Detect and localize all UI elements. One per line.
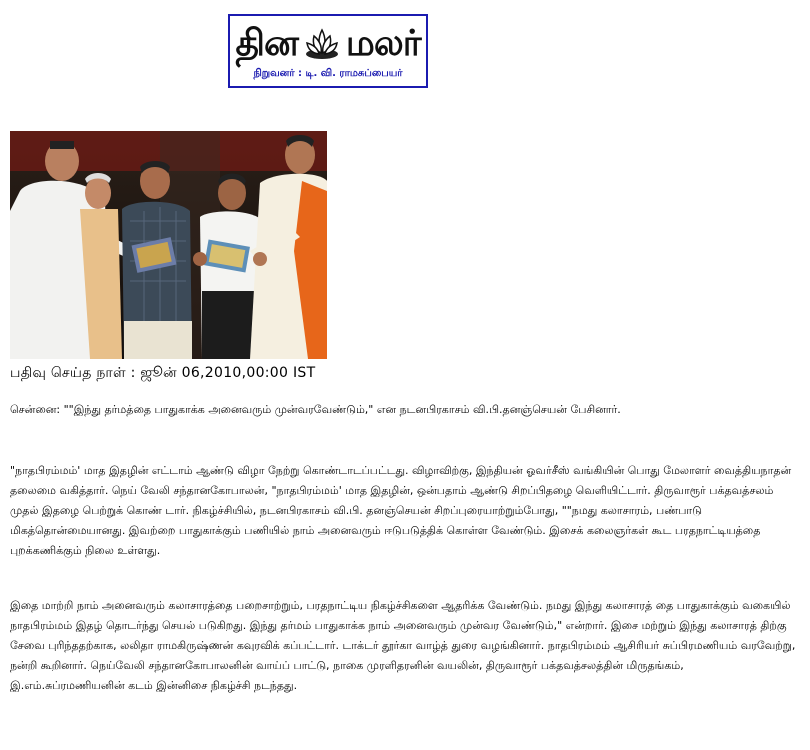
masthead-founder: நிறுவனர் : டி. வி. ராமசுப்பையர்: [253, 68, 403, 79]
masthead-name-right: மலர்: [345, 23, 421, 64]
article-paragraph-2: "நாதபிரம்மம்' மாத இதழின் எட்டாம் ஆண்டு விழா நேற்று கொண்டாடப்பட்டது. விழாவிற்கு, இந்தியன் ஓவர்சீஸ் வங்கியின் பொது மேலாளர் வைத்தியநாதன் தலைமை வகித்தார். நெய் வேலி சந்தானகோபாலன், "நாதபிரம்மம்' மாத இதழின், ஒன்பதாம் ஆண்டு சிறப்பிதழை வெளியிட்டார். திருவாரூர் பக்தவத்சலம் முதல் இதழை பெற்றுக் கொண் டார். நிகழ்ச்சியில், நடனபிரகாசம் வி.பி. தனஞ்செயன் சிறப்புரையாற்றும்போது, ""நமது கலாசாரம், பண்பாடு மிகத்தொன்மையானது. இவற்றை பாதுகாக்கும் பணியில் நாம் அனைவரும் ஈடுபடுத்திக் கொள்ள வேண்டும். இசைக் கலைஞர்கள் கூட பரதநாட்டியத்தை புறக்கணிக்கும் நிலை உள்ளது.: [10, 464, 792, 557]
article-paragraph-1: சென்னை: ""இந்து தர்மத்தை பாதுகாக்க அனைவரும் முன்வரவேண்டும்," என நடனபிரகாசம் வி.பி.தனஞ்செயன் பேசினார்.: [10, 403, 621, 416]
lotus-icon: [302, 24, 342, 64]
newspaper-masthead: [228, 14, 428, 88]
news-photo: [10, 131, 327, 359]
masthead-name-left: தின: [235, 23, 298, 64]
article-paragraph-3: இதை மாற்றி நாம் அனைவரும் கலாசாரத்தை பறைசாற்றும், பரதநாட்டிய நிகழ்ச்சிகளை ஆதரிக்க வேண்டும். நமது இந்து கலாசாரத் தை பாதுகாக்கும் வகையில் நாதபிரம்மம் இதழ் தொடர்ந்து செயல் படுகிறது. இந்து தர்மம் பாதுகாக்க நாம் அனைவரும் முன்வர வேண்டும்," என்றார். இசை மற்றும் இந்து கலாசாரத் திற்கு சேவை புரிந்ததற்காக, லலிதா ராமகிருஷ்ணன் கவுரவிக் கப்பட்டார். டாக்டர் தூர்கா வாழ்த் துரை வழங்கினார். நாதபிரம்மம் ஆசிரியர் சுப்பிரமணியம் வரவேற்று, நன்றி கூறினார். நெய்வேலி சந்தானகோபாலனின் வாய்ப் பாட்டு, நாகை முரளிதரனின் வயலின், திருவாரூர் பக்தவத்சலத்தின் மிருதங்கம், இ.எம்.சுப்ரமணியனின் கடம் இன்னிசை நிகழ்ச்சி நடந்தது.: [10, 599, 796, 692]
article-dateline: பதிவு செய்த நாள் : ஜூன் 06,2010,00:00 IST: [10, 365, 316, 381]
masthead-name: [230, 20, 426, 68]
news-photo-illustration: [10, 131, 327, 359]
